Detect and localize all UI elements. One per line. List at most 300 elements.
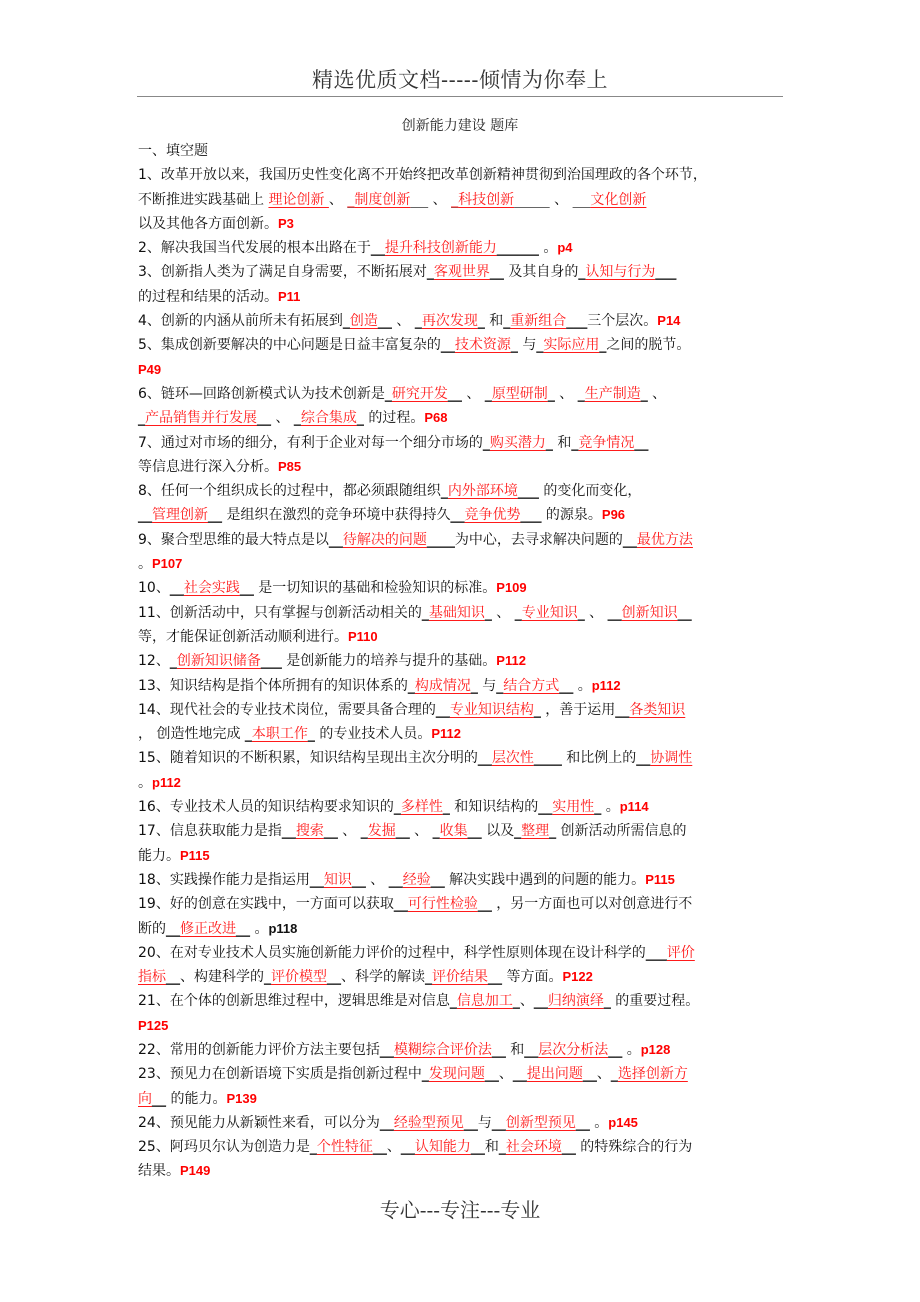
document-line bbox=[138, 771, 788, 795]
answer-text: 发现问题 bbox=[428, 1066, 485, 1083]
answer-text: 向 bbox=[138, 1090, 152, 1107]
blank-underline: ___ bbox=[260, 653, 282, 670]
blank-underline bbox=[573, 192, 591, 208]
page-reference: P122 bbox=[562, 969, 593, 985]
document-line bbox=[138, 795, 788, 819]
answer-text: 内外部环境 bbox=[447, 483, 518, 500]
question-text: 、 bbox=[328, 191, 348, 208]
answer-text: 专业知识结构 bbox=[449, 701, 534, 718]
question-text: 和 bbox=[505, 1041, 525, 1058]
question-text: 是创新能力的培养与提升的基础。 bbox=[281, 653, 497, 670]
question-text: 是一切知识的基础和检验知识的标准。 bbox=[253, 580, 497, 597]
answer-text: 管理创新 bbox=[152, 507, 208, 524]
blank-underline: __ bbox=[491, 1114, 506, 1131]
answer-text: 多样性 bbox=[400, 799, 443, 816]
blank-underline: __ bbox=[351, 871, 366, 888]
question-text: 14、现代社会的专业技术岗位，需要具备合理的 bbox=[138, 701, 436, 718]
document-line bbox=[138, 746, 788, 770]
blank-underline: _ bbox=[414, 313, 422, 330]
question-text: 的专业技术人员。 bbox=[314, 726, 432, 743]
answer-text: 提升科技创新能力 bbox=[384, 240, 497, 257]
document-line bbox=[138, 601, 788, 625]
document-line bbox=[138, 455, 788, 479]
answer-text: 经验型预见 bbox=[393, 1114, 464, 1131]
document-line bbox=[138, 989, 788, 1013]
page-reference: P115 bbox=[180, 847, 210, 863]
page-reference: P68 bbox=[424, 410, 448, 426]
question-text: 为中心，去寻求解决问题的 bbox=[454, 531, 623, 548]
answer-text: 制度创新 bbox=[354, 191, 411, 208]
blank-underline: ___ bbox=[517, 483, 539, 500]
answer-text: 再次发现 bbox=[421, 313, 478, 330]
answer-text: 评价结果 bbox=[432, 969, 488, 986]
blank-underline: _ bbox=[307, 726, 315, 743]
question-text: 15、随着知识的不断积累，知识结构呈现出主次分明的 bbox=[138, 750, 478, 767]
document-line bbox=[138, 892, 788, 916]
question-text: 11、创新活动中，只有掌握与创新活动相关的 bbox=[138, 604, 422, 621]
document-line bbox=[138, 1087, 788, 1111]
blank-underline: _ bbox=[545, 434, 553, 451]
document-line bbox=[138, 236, 788, 260]
document-line bbox=[138, 819, 788, 843]
question-text: 的特殊综合的行为 bbox=[575, 1139, 693, 1156]
blank-underline: __ bbox=[634, 434, 649, 451]
document-line bbox=[138, 1135, 788, 1159]
blank-underline: __ bbox=[484, 1066, 499, 1083]
blank-underline: __ bbox=[450, 507, 465, 524]
document-line bbox=[138, 163, 788, 187]
blank-underline: _ bbox=[309, 1139, 317, 1156]
question-text: 。 bbox=[601, 799, 620, 816]
page-reference: P11 bbox=[278, 288, 301, 304]
blank-underline: __ bbox=[400, 1139, 415, 1156]
blank-underline: __ bbox=[166, 969, 180, 986]
answer-text: 收集 bbox=[439, 823, 468, 840]
question-text: 、 bbox=[409, 823, 433, 840]
page-reference: p112 bbox=[591, 677, 621, 693]
answer-text: 竞争优势 bbox=[464, 507, 521, 524]
blank-underline: _ bbox=[503, 313, 511, 330]
blank-underline: _ bbox=[384, 385, 392, 402]
question-text: 与 bbox=[477, 1114, 492, 1131]
blank-underline: __ bbox=[166, 920, 180, 937]
question-text: 、科学的解读 bbox=[341, 969, 425, 986]
document-title: 创新能力建设 题库 bbox=[401, 118, 519, 134]
blank-underline: _ bbox=[138, 410, 145, 427]
question-text: 三个层次。 bbox=[587, 313, 658, 330]
blank-underline: _ bbox=[407, 677, 415, 694]
answer-text: 评价 bbox=[666, 944, 695, 961]
question-text: 以及其他各方面创新。 bbox=[138, 215, 278, 232]
blank-underline: __ bbox=[236, 920, 250, 937]
question-text: 24、预见能力从新颖性来看，可以分为 bbox=[138, 1114, 380, 1131]
question-text: ，另一方面也可以对创意进行不 bbox=[491, 896, 693, 913]
page-reference: p114 bbox=[619, 799, 649, 815]
page-reference: p118 bbox=[268, 920, 298, 936]
question-text: 8、任何一个组织成长的过程中，都必须跟随组织 bbox=[138, 483, 441, 500]
blank-underline: __ bbox=[615, 701, 630, 718]
question-text: 的过程和结果的活动。 bbox=[138, 288, 278, 305]
blank-underline: ______ bbox=[496, 240, 539, 257]
document-line bbox=[138, 844, 788, 868]
document-line bbox=[138, 1111, 788, 1135]
question-text: 和 bbox=[484, 313, 504, 330]
question-text: 与 bbox=[517, 337, 537, 354]
blank-underline: ___ bbox=[520, 507, 542, 524]
document-line bbox=[138, 333, 788, 357]
page-reference: P115 bbox=[645, 871, 675, 887]
page-header: 精选优质文档-----倾情为你奉上 bbox=[312, 68, 608, 92]
question-text: 能力。 bbox=[138, 847, 180, 864]
answer-text: 层次性 bbox=[491, 750, 534, 767]
blank-underline: ___ bbox=[645, 944, 667, 961]
answer-text: 发掘 bbox=[367, 823, 396, 840]
answer-text: 实用性 bbox=[552, 799, 595, 816]
question-text: 、 bbox=[596, 1066, 611, 1083]
blank-underline: ____ bbox=[426, 531, 455, 548]
blank-underline: __ bbox=[388, 871, 403, 888]
page-reference: P96 bbox=[601, 507, 626, 523]
blank-underline: _ bbox=[536, 337, 544, 354]
blank-underline: __ bbox=[323, 823, 338, 840]
answer-text: 提出问题 bbox=[526, 1066, 583, 1083]
answer-text: 个性特征 bbox=[316, 1139, 373, 1156]
blank-underline: _ bbox=[514, 604, 522, 621]
question-text: 等，才能保证创新活动顺利进行。 bbox=[138, 628, 348, 645]
question-text: 等方面。 bbox=[502, 969, 563, 986]
blank-underline: _ bbox=[442, 799, 450, 816]
blank-underline bbox=[410, 192, 428, 208]
document-line bbox=[138, 358, 788, 382]
blank-underline: __ bbox=[138, 507, 152, 524]
answer-text: 原型研制 bbox=[491, 385, 548, 402]
answer-text: 实际应用 bbox=[543, 337, 600, 354]
page-reference: P107 bbox=[152, 556, 183, 572]
document-line bbox=[138, 382, 788, 406]
answer-text: 修正改进 bbox=[180, 920, 236, 937]
answer-text: 文化创新 bbox=[590, 191, 647, 208]
question-text: 和 bbox=[484, 1139, 499, 1156]
blank-underline: _ bbox=[498, 1139, 506, 1156]
page-reference: P49 bbox=[138, 361, 162, 377]
blank-underline: _ bbox=[484, 385, 492, 402]
page-reference: P109 bbox=[496, 580, 527, 596]
blank-underline: _ bbox=[484, 604, 492, 621]
question-text: 断的 bbox=[138, 920, 166, 937]
question-text: 5、集成创新要解决的中心问题是日益丰富复杂的 bbox=[138, 337, 441, 354]
question-text: 之间的脱节。 bbox=[606, 337, 691, 354]
question-text: 7、通过对市场的细分，有利于企业对每一个细分市场的 bbox=[138, 434, 483, 451]
document-line bbox=[138, 503, 788, 527]
question-text: 22、常用的创新能力评价方法主要包括 bbox=[138, 1041, 380, 1058]
answer-text: 竞争情况 bbox=[578, 434, 635, 451]
blank-underline: __ bbox=[327, 969, 341, 986]
question-text: 。 bbox=[138, 556, 152, 573]
question-text: 和比例上的 bbox=[561, 750, 637, 767]
question-text: 2、解决我国当代发展的根本出路在于 bbox=[138, 240, 371, 257]
blank-underline: ____ bbox=[533, 750, 562, 767]
blank-underline: __ bbox=[524, 1041, 539, 1058]
question-text: 和知识结构的 bbox=[449, 799, 539, 816]
question-text: 、 bbox=[428, 191, 452, 208]
answer-text: 归纳演绎 bbox=[547, 993, 604, 1010]
question-text: 、 bbox=[391, 313, 415, 330]
document-line bbox=[138, 625, 788, 649]
page-reference: P112 bbox=[496, 653, 526, 669]
blank-underline: _ bbox=[426, 264, 434, 281]
blank-underline: __ bbox=[257, 410, 271, 427]
blank-underline: _ bbox=[482, 434, 490, 451]
question-text: 25、阿玛贝尔认为创造力是 bbox=[138, 1139, 310, 1156]
blank-underline: _ bbox=[640, 385, 648, 402]
question-text: 9、聚合型思维的最大特点是以 bbox=[138, 531, 329, 548]
blank-underline: __ bbox=[372, 1139, 387, 1156]
blank-underline: _ bbox=[510, 337, 518, 354]
answer-text: 客观世界 bbox=[433, 264, 490, 281]
answer-text: 科技创新 bbox=[458, 191, 515, 208]
page-reference: p4 bbox=[557, 240, 573, 256]
blank-underline: __ bbox=[477, 896, 492, 913]
blank-underline: ___ bbox=[655, 264, 677, 281]
blank-underline: __ bbox=[463, 1114, 478, 1131]
question-text: 17、信息获取能力是指 bbox=[138, 823, 282, 840]
blank-underline: __ bbox=[561, 1139, 576, 1156]
answer-text: 专业知识 bbox=[521, 604, 578, 621]
answer-text: 评价模型 bbox=[271, 969, 327, 986]
blank-underline: _ bbox=[577, 604, 585, 621]
answer-text: 可行性检验 bbox=[407, 896, 478, 913]
blank-underline: __ bbox=[477, 750, 492, 767]
answer-text: 理论创新 bbox=[268, 191, 329, 208]
question-text: 、 bbox=[271, 410, 294, 427]
page-reference: p112 bbox=[152, 774, 181, 790]
answer-text: 创新知识储备 bbox=[176, 653, 261, 670]
document-line bbox=[138, 722, 788, 746]
blank-underline: __ bbox=[489, 264, 504, 281]
blank-underline: __ bbox=[512, 1066, 527, 1083]
page-footer: 专心---专注---专业 bbox=[379, 1198, 541, 1222]
blank-underline: __ bbox=[393, 896, 408, 913]
blank-underline: _ bbox=[421, 1066, 429, 1083]
question-text: 10、 bbox=[138, 580, 170, 597]
blank-underline: __ bbox=[395, 823, 410, 840]
question-text: 、 bbox=[554, 385, 578, 402]
question-text: 13、知识结构是指个体所拥有的知识体系的 bbox=[138, 677, 408, 694]
blank-underline bbox=[514, 192, 550, 208]
blank-underline: _ bbox=[356, 410, 364, 427]
answer-text: 搜索 bbox=[295, 823, 324, 840]
question-text: 18、实践操作能力是指运用 bbox=[138, 871, 310, 888]
blank-underline: _ bbox=[342, 313, 350, 330]
answer-text: 基础知识 bbox=[428, 604, 485, 621]
blank-underline: __ bbox=[470, 1139, 485, 1156]
blank-underline: __ bbox=[379, 1041, 394, 1058]
answer-text: 选择创新方 bbox=[617, 1066, 688, 1083]
blank-underline: _ bbox=[347, 191, 355, 208]
blank-underline: _ bbox=[244, 726, 252, 743]
question-text: 3、创新指人类为了满足自身需要，不断拓展对 bbox=[138, 264, 427, 281]
document-line bbox=[138, 479, 788, 503]
question-text: 、 bbox=[337, 823, 361, 840]
question-text: 。 bbox=[589, 1114, 609, 1131]
question-text: 、构建科学的 bbox=[180, 969, 264, 986]
question-text: 1、改革开放以来，我国历史性变化离不开始终把改革创新精神贯彻到治国理政的各个环节， bbox=[138, 167, 707, 184]
document-line bbox=[138, 1038, 788, 1062]
blank-underline: _ bbox=[470, 677, 478, 694]
blank-underline: __ bbox=[430, 871, 445, 888]
answer-text: 本职工作 bbox=[251, 726, 308, 743]
blank-underline: ___ bbox=[566, 313, 588, 330]
question-text: 、 bbox=[584, 604, 608, 621]
blank-underline: _ bbox=[533, 701, 541, 718]
question-text: 及其自身的 bbox=[503, 264, 579, 281]
blank-underline: __ bbox=[328, 531, 343, 548]
question-text: 不断推进实践基础上 bbox=[138, 191, 269, 208]
question-text: ，善于运用 bbox=[540, 701, 616, 718]
question-text: 和 bbox=[552, 434, 572, 451]
document-line bbox=[138, 188, 788, 212]
page-reference: P125 bbox=[138, 1017, 169, 1033]
question-text: 创新活动所需信息的 bbox=[556, 823, 687, 840]
page-reference: P149 bbox=[180, 1163, 211, 1179]
answer-text: 认知能力 bbox=[414, 1139, 471, 1156]
document-line bbox=[138, 576, 788, 600]
question-text: 。 bbox=[138, 774, 152, 791]
document-line bbox=[138, 212, 788, 236]
blank-underline: __ bbox=[582, 1066, 597, 1083]
question-text: 16、专业技术人员的知识结构要求知识的 bbox=[138, 799, 394, 816]
question-text: 解决实践中遇到的问题的能力。 bbox=[444, 871, 646, 888]
blank-underline: _ bbox=[599, 337, 607, 354]
blank-underline: _ bbox=[547, 385, 555, 402]
question-text: 以及 bbox=[481, 823, 515, 840]
blank-underline: _ bbox=[514, 823, 522, 840]
blank-underline: __ bbox=[208, 507, 222, 524]
question-text: 4、创新的内涵从前所未有拓展到 bbox=[138, 313, 343, 330]
answer-text: 社会环境 bbox=[505, 1139, 562, 1156]
document-line bbox=[138, 552, 788, 576]
blank-underline: _ bbox=[440, 483, 448, 500]
document-line bbox=[138, 868, 788, 892]
answer-text: 综合集成 bbox=[300, 410, 357, 427]
blank-underline: __ bbox=[636, 750, 651, 767]
answer-text: 层次分析法 bbox=[538, 1041, 609, 1058]
question-text: 结果。 bbox=[138, 1163, 180, 1180]
document-line bbox=[138, 941, 788, 965]
question-text: 12、 bbox=[138, 653, 170, 670]
question-text: 的源泉。 bbox=[541, 507, 602, 524]
blank-underline: _ bbox=[432, 823, 440, 840]
page-reference: P3 bbox=[278, 215, 294, 231]
blank-underline: __ bbox=[677, 604, 692, 621]
blank-underline: __ bbox=[152, 1090, 166, 1107]
question-text: 、 bbox=[519, 993, 534, 1010]
document-line bbox=[138, 674, 788, 698]
blank-underline: _ bbox=[293, 410, 301, 427]
question-text: 、 bbox=[647, 385, 667, 402]
blank-underline: __ bbox=[538, 799, 553, 816]
blank-underline: _ bbox=[578, 264, 586, 281]
blank-underline: _ bbox=[577, 385, 585, 402]
question-text: 的变化而变化， bbox=[538, 483, 642, 500]
question-text: ， 创造性地完成 bbox=[138, 726, 245, 743]
blank-underline: __ bbox=[440, 337, 455, 354]
answer-text: 认知与行为 bbox=[585, 264, 656, 281]
page-reference: P110 bbox=[348, 628, 378, 644]
question-text: 等信息进行深入分析。 bbox=[138, 458, 278, 475]
question-text: 。 bbox=[250, 920, 269, 937]
page-reference: P85 bbox=[278, 458, 302, 474]
document-line bbox=[138, 431, 788, 455]
answer-text: 经验 bbox=[402, 871, 431, 888]
answer-text: 最优方法 bbox=[636, 531, 693, 548]
question-text: 、 bbox=[386, 1139, 401, 1156]
question-text: 的过程。 bbox=[363, 410, 425, 427]
blank-underline: _ bbox=[571, 434, 579, 451]
question-text: 的重要过程。 bbox=[610, 993, 700, 1010]
answer-text: 信息加工 bbox=[456, 993, 513, 1010]
blank-underline: __ bbox=[575, 1114, 590, 1131]
blank-underline: _ bbox=[477, 313, 485, 330]
page-reference: P112 bbox=[431, 726, 462, 742]
document-line bbox=[138, 649, 788, 673]
page-reference: P14 bbox=[657, 313, 681, 329]
blank-underline: __ bbox=[281, 823, 296, 840]
question-text: 、 bbox=[365, 871, 389, 888]
question-text: 20、在对专业技术人员实施创新能力评价的过程中，科学性原则体现在设计科学的 bbox=[138, 944, 646, 961]
document-line bbox=[138, 1014, 788, 1038]
question-text: 6、链环—回路创新模式认为技术创新是 bbox=[138, 385, 385, 402]
blank-underline: __ bbox=[309, 871, 324, 888]
question-text: 的能力。 bbox=[166, 1090, 227, 1107]
question-text: 。 bbox=[622, 1041, 641, 1058]
blank-underline: _ bbox=[421, 604, 429, 621]
blank-underline: __ bbox=[169, 580, 184, 597]
question-list bbox=[138, 163, 788, 1183]
document-line bbox=[138, 1062, 788, 1086]
question-text: 。 bbox=[573, 677, 592, 694]
blank-underline: __ bbox=[608, 1041, 623, 1058]
answer-text: 技术资源 bbox=[454, 337, 511, 354]
document-body bbox=[138, 139, 788, 1184]
question-text: 23、预见力在创新语境下实质是指创新过程中 bbox=[138, 1066, 422, 1083]
header-divider bbox=[137, 96, 783, 97]
document-line bbox=[138, 917, 788, 941]
answer-text: 创新型预见 bbox=[505, 1114, 576, 1131]
answer-text: 整理 bbox=[521, 823, 550, 840]
blank-underline: _ bbox=[549, 823, 557, 840]
blank-underline: __ bbox=[435, 701, 450, 718]
question-text: 、 bbox=[498, 1066, 513, 1083]
document-line bbox=[138, 406, 788, 430]
blank-underline: _ bbox=[610, 1066, 618, 1083]
question-text: 与 bbox=[477, 677, 497, 694]
answer-text: 模糊综合评价法 bbox=[393, 1041, 492, 1058]
blank-underline: _ bbox=[264, 969, 271, 986]
blank-underline: _ bbox=[425, 969, 432, 986]
document-line bbox=[138, 285, 788, 309]
document-line bbox=[138, 260, 788, 284]
answer-text: 协调性 bbox=[650, 750, 693, 767]
answer-text: 结合方式 bbox=[503, 677, 560, 694]
question-text: 、 bbox=[461, 385, 485, 402]
question-text: 、 bbox=[549, 191, 573, 208]
document-line bbox=[138, 1159, 788, 1183]
blank-underline: _ bbox=[594, 799, 602, 816]
answer-text: 创造 bbox=[349, 313, 378, 330]
answer-text: 社会实践 bbox=[183, 580, 240, 597]
blank-underline: __ bbox=[491, 1041, 506, 1058]
